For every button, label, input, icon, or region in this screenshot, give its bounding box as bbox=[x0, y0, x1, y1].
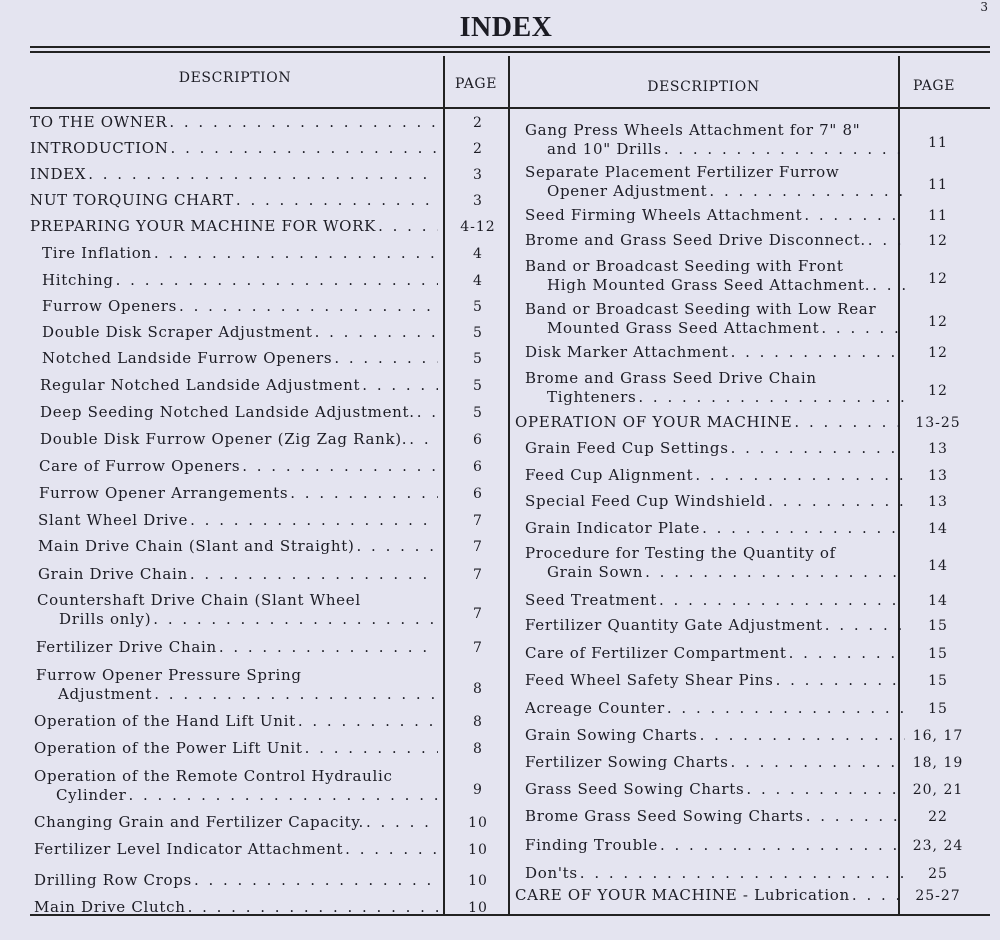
dot-leader bbox=[240, 457, 438, 476]
entry-title: NUT TORQUING CHART bbox=[30, 191, 234, 209]
entry-title: INDEX bbox=[30, 165, 87, 183]
left-index-entry bbox=[36, 666, 438, 704]
entry-title: Feed Cup Alignment bbox=[525, 466, 694, 484]
dot-leader bbox=[792, 413, 905, 432]
right-index-entry bbox=[525, 492, 905, 511]
right-page-ref: 14 bbox=[928, 521, 948, 537]
dot-leader bbox=[866, 231, 905, 250]
dot-leader bbox=[415, 403, 438, 422]
right-page-ref: 13 bbox=[928, 494, 948, 510]
entry-title: Finding Trouble bbox=[525, 836, 658, 854]
left-page-ref: 10 bbox=[468, 815, 488, 831]
left-page-ref: 4 bbox=[473, 273, 483, 289]
left-index-entry bbox=[30, 139, 438, 158]
entry-title: TO THE OWNER bbox=[30, 113, 168, 131]
left-page-ref: 7 bbox=[473, 606, 483, 622]
left-index-entry bbox=[34, 712, 438, 731]
left-description-header: DESCRIPTION bbox=[178, 70, 292, 86]
dot-leader bbox=[167, 113, 438, 132]
entry-title: Tire Inflation bbox=[42, 244, 152, 262]
right-index-entry bbox=[525, 864, 905, 883]
entry-title: Band or Broadcast Seeding with Front bbox=[525, 257, 844, 275]
left-page-ref: 6 bbox=[473, 459, 483, 475]
entry-title: OPERATION OF YOUR MACHINE bbox=[515, 413, 793, 431]
left-page-header: PAGE bbox=[454, 76, 498, 92]
left-page-ref: 5 bbox=[473, 299, 483, 315]
dot-leader bbox=[126, 786, 438, 805]
right-index-entry bbox=[525, 343, 905, 362]
left-index-entry bbox=[42, 323, 438, 342]
left-index-entry bbox=[34, 840, 438, 859]
entry-title: Brome and Grass Seed Drive Chain bbox=[525, 369, 817, 387]
left-page-ref: 8 bbox=[473, 741, 483, 757]
entry-title: INTRODUCTION bbox=[30, 139, 169, 157]
right-description-header: DESCRIPTION bbox=[647, 79, 760, 95]
right-page-ref: 13 bbox=[928, 468, 948, 484]
entry-title: Don'ts bbox=[525, 864, 578, 882]
dot-leader bbox=[787, 644, 905, 663]
left-index-entry bbox=[42, 271, 438, 290]
dot-leader bbox=[729, 439, 905, 458]
entry-title: Feed Wheel Safety Shear Pins bbox=[525, 671, 774, 689]
left-page-ref: 3 bbox=[473, 193, 483, 209]
left-index-entry bbox=[39, 457, 438, 476]
right-index-entry bbox=[525, 519, 905, 538]
right-index-entry bbox=[525, 699, 905, 718]
dot-leader bbox=[288, 484, 438, 503]
right-index-entry bbox=[525, 753, 905, 772]
right-page-ref: 16, 17 bbox=[912, 728, 964, 744]
dot-leader bbox=[802, 206, 905, 225]
left-page-ref: 7 bbox=[473, 567, 483, 583]
dot-leader bbox=[729, 343, 905, 362]
dot-leader bbox=[658, 836, 905, 855]
dot-leader bbox=[186, 898, 438, 917]
left-page-ref: 7 bbox=[473, 640, 483, 656]
right-index-entry bbox=[525, 231, 905, 250]
left-index-entry bbox=[30, 165, 438, 184]
left-page-ref: 7 bbox=[473, 513, 483, 529]
left-index-entry bbox=[30, 217, 438, 236]
right-page-ref: 11 bbox=[928, 177, 948, 193]
left-index-entry bbox=[39, 484, 438, 503]
entry-title: Drills only) bbox=[59, 610, 152, 628]
entry-title: Care of Fertilizer Compartment bbox=[525, 644, 787, 662]
right-index-entry bbox=[515, 886, 905, 905]
entry-title: Fertilizer Sowing Charts bbox=[525, 753, 729, 771]
left-page-ref: 4-12 bbox=[460, 219, 496, 235]
entry-title: Adjustment bbox=[58, 685, 153, 703]
entry-title: Brome and Grass Seed Drive Disconnect. bbox=[525, 231, 866, 249]
entry-title: Drilling Row Crops bbox=[34, 871, 192, 889]
right-page-header: PAGE bbox=[912, 78, 956, 94]
header-rule bbox=[30, 107, 990, 109]
dot-leader bbox=[169, 139, 438, 158]
dot-leader bbox=[643, 563, 905, 582]
dot-leader bbox=[636, 388, 905, 407]
left-index-entry bbox=[34, 813, 438, 832]
entry-title: Fertilizer Quantity Gate Adjustment bbox=[525, 616, 823, 634]
dot-leader bbox=[376, 217, 438, 236]
dot-leader bbox=[86, 165, 438, 184]
left-index-entry bbox=[34, 739, 438, 758]
dot-leader bbox=[152, 244, 438, 263]
right-page-ref: 12 bbox=[928, 314, 948, 330]
dot-leader bbox=[343, 840, 438, 859]
left-index-entry bbox=[36, 638, 438, 657]
right-index-entry bbox=[525, 466, 905, 485]
right-page-ref: 22 bbox=[928, 809, 948, 825]
dot-leader bbox=[870, 276, 905, 295]
dot-leader bbox=[364, 813, 438, 832]
entry-title: and 10" Drills bbox=[547, 140, 662, 158]
entry-title: Acreage Counter bbox=[525, 699, 665, 717]
left-index-entry bbox=[34, 767, 438, 805]
left-page-ref: 8 bbox=[473, 714, 483, 730]
left-index-entry bbox=[38, 565, 438, 584]
left-page-ref: 6 bbox=[473, 486, 483, 502]
dot-leader bbox=[707, 182, 905, 201]
right-page-ref: 14 bbox=[928, 558, 948, 574]
right-page-ref: 20, 21 bbox=[912, 782, 964, 798]
right-index-entry bbox=[525, 807, 905, 826]
entry-title: Operation of the Remote Control Hydraulic bbox=[34, 767, 393, 785]
right-page-ref: 15 bbox=[928, 673, 948, 689]
entry-title: Changing Grain and Fertilizer Capacity. bbox=[34, 813, 364, 831]
dot-leader bbox=[332, 349, 438, 368]
left-page-ref: 2 bbox=[473, 141, 483, 157]
entry-title: Cylinder bbox=[56, 786, 127, 804]
right-index-entry bbox=[525, 439, 905, 458]
entry-title: Operation of the Hand Lift Unit bbox=[34, 712, 296, 730]
dot-leader bbox=[693, 466, 905, 485]
entry-title: Disk Marker Attachment bbox=[525, 343, 729, 361]
right-page-ref: 14 bbox=[928, 593, 948, 609]
entry-title: PREPARING YOUR MACHINE FOR WORK bbox=[30, 217, 377, 235]
entry-title: Mounted Grass Seed Attachment bbox=[547, 319, 820, 337]
entry-title: Furrow Opener Pressure Spring bbox=[36, 666, 302, 684]
entry-title: Regular Notched Landside Adjustment bbox=[40, 376, 361, 394]
right-page-ref: 13 bbox=[928, 441, 948, 457]
left-page-ref: 10 bbox=[468, 873, 488, 889]
right-index-entry bbox=[525, 616, 905, 635]
left-page-ref: 5 bbox=[473, 351, 483, 367]
entry-title: Grain Sowing Charts bbox=[525, 726, 698, 744]
right-page-ref: 12 bbox=[928, 271, 948, 287]
right-page-ref: 18, 19 bbox=[912, 755, 964, 771]
left-page-ref: 7 bbox=[473, 539, 483, 555]
left-index-entry bbox=[30, 113, 438, 132]
dot-leader bbox=[804, 807, 905, 826]
right-page-ref: 13-25 bbox=[915, 415, 961, 431]
entry-title: Double Disk Furrow Opener (Zig Zag Rank). bbox=[40, 430, 408, 448]
entry-title: Separate Placement Fertilizer Furrow bbox=[525, 163, 840, 181]
entry-title: Brome Grass Seed Sowing Charts bbox=[525, 807, 804, 825]
entry-title: Grain Sown bbox=[547, 563, 644, 581]
entry-title: Procedure for Testing the Quantity of bbox=[525, 544, 836, 562]
right-index-entry bbox=[525, 836, 905, 855]
entry-title: Furrow Opener Arrangements bbox=[39, 484, 289, 502]
right-page-ref: 11 bbox=[928, 208, 948, 224]
left-index-entry bbox=[40, 376, 438, 395]
left-page-ref: 10 bbox=[468, 900, 488, 916]
left-index-entry bbox=[40, 430, 438, 449]
left-page-ref: 4 bbox=[473, 246, 483, 262]
right-index-entry bbox=[525, 369, 905, 407]
dot-leader bbox=[700, 519, 905, 538]
entry-title: Slant Wheel Drive bbox=[38, 511, 189, 529]
entry-title: Main Drive Chain (Slant and Straight) bbox=[38, 537, 355, 555]
left-page-ref: 3 bbox=[473, 167, 483, 183]
dot-leader bbox=[151, 610, 438, 629]
left-index-entry bbox=[42, 297, 438, 316]
entry-title: Tighteners bbox=[547, 388, 637, 406]
left-index-entry bbox=[34, 898, 438, 917]
dot-leader bbox=[355, 537, 438, 556]
entry-title: Fertilizer Drive Chain bbox=[36, 638, 217, 656]
dot-leader bbox=[819, 319, 905, 338]
entry-title: Grain Indicator Plate bbox=[525, 519, 701, 537]
entry-title: Double Disk Scraper Adjustment bbox=[42, 323, 313, 341]
right-index-entry bbox=[525, 644, 905, 663]
right-index-entry bbox=[525, 163, 905, 201]
dot-leader bbox=[698, 726, 905, 745]
right-page-ref: 23, 24 bbox=[912, 838, 964, 854]
right-index-entry bbox=[525, 257, 905, 295]
right-page-ref: 15 bbox=[928, 701, 948, 717]
left-index-entry bbox=[38, 537, 438, 556]
entry-title: Special Feed Cup Windshield bbox=[525, 492, 767, 510]
entry-title: Furrow Openers bbox=[42, 297, 178, 315]
left-page-ref: 2 bbox=[473, 115, 483, 131]
left-index-entry bbox=[30, 191, 438, 210]
entry-title: Gang Press Wheels Attachment for 7" 8" bbox=[525, 121, 861, 139]
entry-title: Band or Broadcast Seeding with Low Rear bbox=[525, 300, 877, 318]
right-index-entry bbox=[525, 591, 905, 610]
dot-leader bbox=[850, 886, 905, 905]
dot-leader bbox=[188, 565, 438, 584]
right-page-ref: 25 bbox=[928, 866, 948, 882]
dot-leader bbox=[360, 376, 438, 395]
left-index-entry bbox=[40, 403, 438, 422]
left-page-ref: 6 bbox=[473, 432, 483, 448]
dot-leader bbox=[303, 739, 438, 758]
right-index-entry bbox=[515, 413, 905, 432]
right-page-ref: 15 bbox=[928, 618, 948, 634]
right-index-entry bbox=[525, 671, 905, 690]
left-index-entry bbox=[42, 349, 438, 368]
dot-leader bbox=[188, 511, 438, 530]
dot-leader bbox=[217, 638, 438, 657]
right-page-ref: 11 bbox=[928, 135, 948, 151]
left-page-ref: 8 bbox=[473, 681, 483, 697]
top-rule-2 bbox=[30, 51, 990, 53]
right-index-entry bbox=[525, 300, 905, 338]
right-index-entry bbox=[525, 726, 905, 745]
right-index-entry bbox=[525, 206, 905, 225]
dot-leader bbox=[657, 591, 905, 610]
left-index-entry bbox=[37, 591, 438, 629]
left-page-ref: 5 bbox=[473, 378, 483, 394]
entry-title: Hitching bbox=[42, 271, 114, 289]
column-divider bbox=[443, 56, 445, 914]
dot-leader bbox=[296, 712, 438, 731]
dot-leader bbox=[313, 323, 438, 342]
entry-title: Operation of the Power Lift Unit bbox=[34, 739, 303, 757]
right-page-ref: 12 bbox=[928, 233, 948, 249]
right-page-ref: 15 bbox=[928, 646, 948, 662]
dot-leader bbox=[114, 271, 438, 290]
left-page-ref: 10 bbox=[468, 842, 488, 858]
entry-title: Grass Seed Sowing Charts bbox=[525, 780, 745, 798]
left-index-entry bbox=[34, 871, 438, 890]
dot-leader bbox=[774, 671, 905, 690]
left-page-ref: 9 bbox=[473, 782, 483, 798]
dot-leader bbox=[407, 430, 438, 449]
left-index-entry bbox=[38, 511, 438, 530]
entry-title: Main Drive Clutch bbox=[34, 898, 186, 916]
entry-title: Countershaft Drive Chain (Slant Wheel bbox=[37, 591, 361, 609]
top-rule bbox=[30, 46, 990, 48]
entry-title: Fertilizer Level Indicator Attachment bbox=[34, 840, 344, 858]
entry-title: Grain Drive Chain bbox=[38, 565, 188, 583]
entry-title: Grain Feed Cup Settings bbox=[525, 439, 729, 457]
entry-title: Opener Adjustment bbox=[547, 182, 708, 200]
right-index-entry bbox=[525, 121, 905, 159]
entry-title: CARE OF YOUR MACHINE - Lubrication bbox=[515, 886, 850, 904]
dot-leader bbox=[662, 140, 905, 159]
page-number: 3 bbox=[980, 0, 988, 14]
right-index-entry bbox=[525, 544, 905, 582]
dot-leader bbox=[192, 871, 438, 890]
dot-leader bbox=[823, 616, 905, 635]
left-index-entry bbox=[42, 244, 438, 263]
dot-leader bbox=[744, 780, 905, 799]
dot-leader bbox=[665, 699, 905, 718]
dot-leader bbox=[234, 191, 438, 210]
right-page-ref: 12 bbox=[928, 383, 948, 399]
right-page-ref: 12 bbox=[928, 345, 948, 361]
dot-leader bbox=[578, 864, 905, 883]
dot-leader bbox=[766, 492, 905, 511]
entry-title: High Mounted Grass Seed Attachment. bbox=[547, 276, 871, 294]
right-index-entry bbox=[525, 780, 905, 799]
left-page-ref: 5 bbox=[473, 325, 483, 341]
entry-title: Notched Landside Furrow Openers bbox=[42, 349, 333, 367]
right-page-ref: 25-27 bbox=[915, 888, 961, 904]
left-page-ref: 5 bbox=[473, 405, 483, 421]
page-title: INDEX bbox=[459, 12, 553, 43]
entry-title: Care of Furrow Openers bbox=[39, 457, 241, 475]
entry-title: Seed Treatment bbox=[525, 591, 658, 609]
dot-leader bbox=[729, 753, 905, 772]
entry-title: Seed Firming Wheels Attachment bbox=[525, 206, 803, 224]
dot-leader bbox=[152, 685, 438, 704]
entry-title: Deep Seeding Notched Landside Adjustment. bbox=[40, 403, 415, 421]
dot-leader bbox=[177, 297, 438, 316]
